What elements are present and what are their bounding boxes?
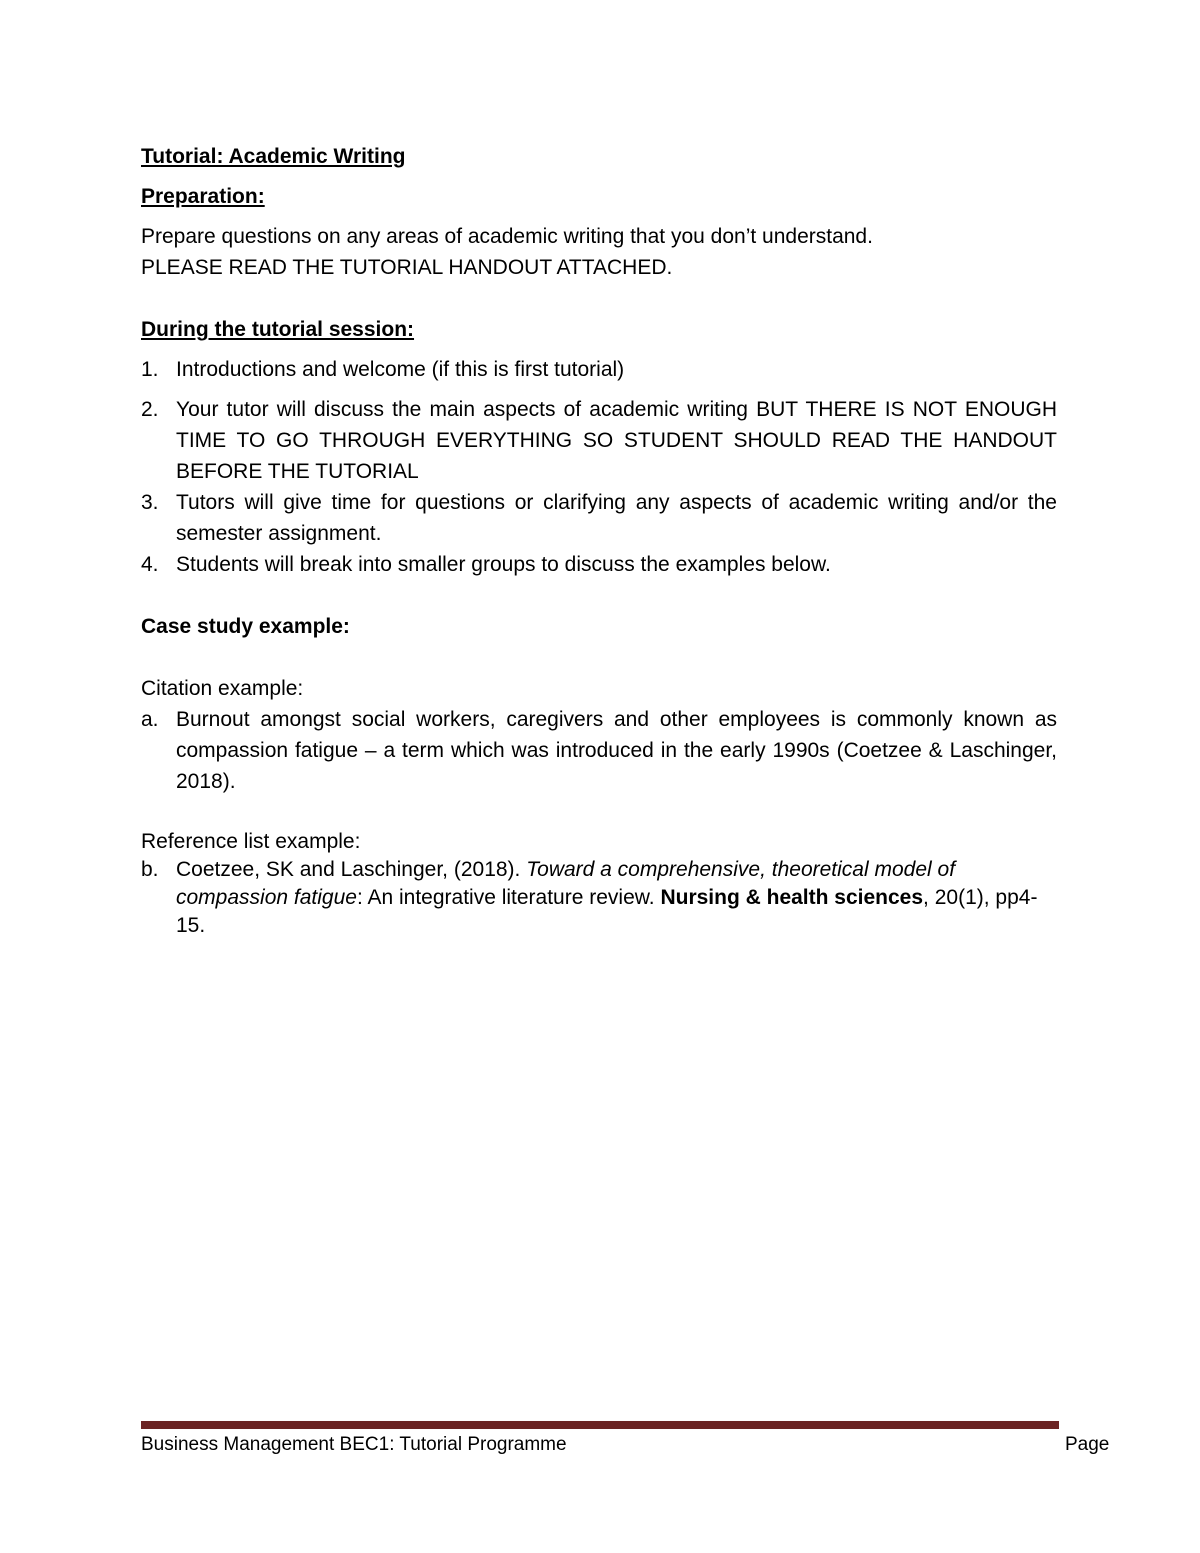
- citation-list: [141, 704, 1057, 797]
- footer-page-label: Page: [1065, 1434, 1110, 1455]
- preparation-heading: Preparation:: [141, 185, 265, 208]
- footer-title: Business Management BEC1: Tutorial Programme: [141, 1434, 567, 1455]
- list-marker: 1.: [141, 358, 159, 381]
- list-marker: b.: [141, 858, 159, 881]
- preparation-line-2: PLEASE READ THE TUTORIAL HANDOUT ATTACHED.: [141, 256, 673, 279]
- reference-part-2: : An integrative literature review.: [356, 886, 661, 909]
- preparation-line-1: Prepare questions on any areas of academic writing that you don’t understand.: [141, 225, 873, 248]
- list-item: [141, 704, 1057, 797]
- citation-text: Burnout amongst social workers, caregivers and other employees is commonly known as compassion fatigue – a term which was introduced in the early 1990s (Coetzee & Laschinger, 2018).: [176, 708, 1057, 793]
- list-item: [141, 394, 1057, 487]
- list-marker: 3.: [141, 491, 159, 514]
- list-marker: a.: [141, 708, 159, 731]
- list-item: [141, 354, 1057, 385]
- document-body: [141, 141, 1057, 940]
- document-title: Tutorial: Academic Writing: [141, 145, 406, 168]
- list-item: [141, 487, 1057, 549]
- reference-part-1: Coetzee, SK and Laschinger, (2018).: [176, 858, 527, 881]
- list-item-text: Your tutor will discuss the main aspects of academic writing BUT THERE IS NOT ENOUGH TIME TO GO THROUGH EVERYTHING SO STUDENT SHOULD READ THE HANDOUT BEFORE THE TUTORIAL: [176, 398, 1057, 483]
- list-item-text: Students will break into smaller groups to discuss the examples below.: [176, 553, 831, 576]
- reference-list: [141, 856, 1057, 940]
- reference-journal: Nursing & health sciences: [660, 886, 924, 909]
- reference-title: Toward a comprehensive, theoretical model of compassion fatigue: [176, 858, 956, 909]
- session-heading: During the tutorial session:: [141, 318, 415, 341]
- reference-label: Reference list example:: [141, 830, 361, 853]
- footer-divider: [141, 1421, 1059, 1429]
- reference-part-3: , 20(1), pp4-15.: [176, 886, 1038, 937]
- reference-text: [176, 856, 1057, 940]
- session-list: [141, 354, 1057, 580]
- citation-label: Citation example:: [141, 677, 304, 700]
- case-study-heading: Case study example:: [141, 615, 350, 638]
- list-marker: 2.: [141, 398, 159, 421]
- list-item: [141, 856, 1057, 940]
- list-item-text: Introductions and welcome (if this is first tutorial): [176, 358, 625, 381]
- list-marker: 4.: [141, 553, 159, 576]
- list-item: [141, 549, 1057, 580]
- list-item-text: Tutors will give time for questions or clarifying any aspects of academic writing and/or the semester assignment.: [176, 491, 1057, 545]
